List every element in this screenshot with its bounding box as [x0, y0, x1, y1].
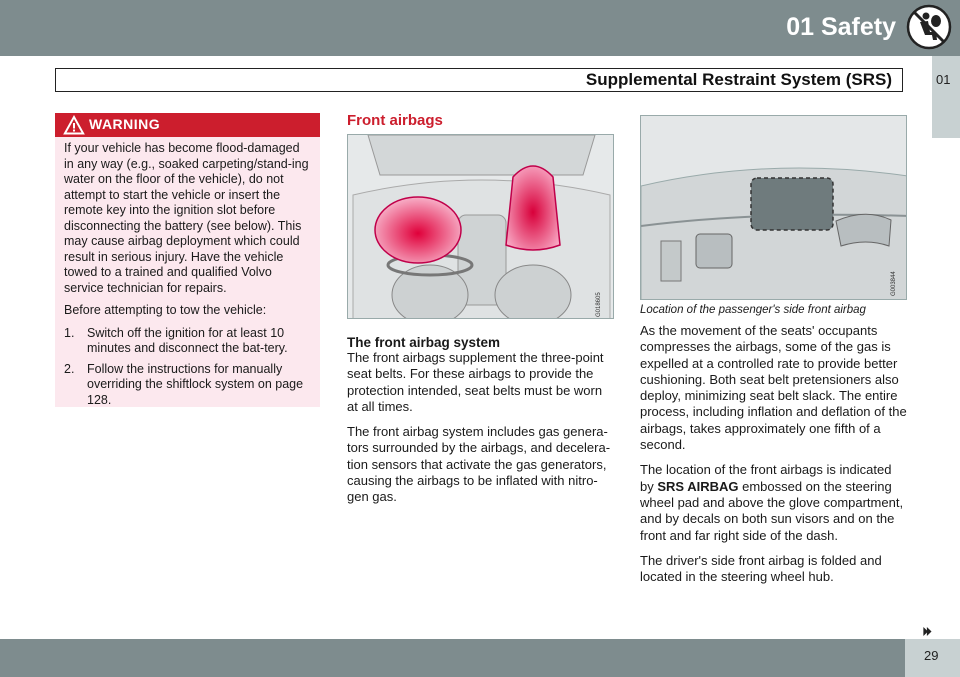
list-item	[64, 362, 310, 409]
warning-steps	[64, 326, 310, 409]
page-number: 29	[924, 648, 939, 663]
warning-body	[55, 137, 320, 407]
body-paragraph	[640, 462, 908, 543]
body-paragraph: The front airbag system includes gas genera-tors surrounded by the airbags, and decelera-tion sensors that activate the gas generators, causing the airbags to be inflated with nitro-gen gas.	[347, 424, 611, 505]
body-paragraph: The driver's side front airbag is folded and located in the steering wheel hub.	[640, 552, 882, 585]
front-airbag-system-heading: The front airbag system	[347, 335, 501, 350]
warning-label: WARNING	[89, 116, 161, 132]
section-title: Supplemental Restraint System (SRS)	[585, 70, 892, 89]
figure-caption: Location of the passenger's side front airbag	[640, 304, 866, 316]
chapter-side-tab[interactable]	[932, 56, 960, 138]
airbag-icon	[906, 4, 952, 50]
figure-code: G018605	[596, 292, 602, 317]
next-page-icon[interactable]: ⏵⏵	[922, 624, 929, 639]
chapter-title: 01 Safety	[786, 13, 896, 41]
car-interior-drawing	[348, 135, 614, 319]
front-airbags-heading: Front airbags	[347, 112, 443, 129]
front-airbags-illustration	[347, 134, 614, 319]
section-header	[55, 68, 903, 92]
step-number: 1.	[64, 325, 75, 340]
dashboard-airbag-illustration	[640, 115, 907, 300]
dashboard-drawing	[641, 116, 907, 300]
text-run: The location of the front airbags is indicated by	[640, 462, 892, 494]
warning-header	[55, 113, 320, 137]
step-text: Switch off the ignition for at least 10 minutes and disconnect the bat-tery.	[87, 325, 288, 355]
right-body-text	[640, 323, 908, 594]
middle-body-text	[347, 350, 615, 515]
step-text: Follow the instructions for manually overriding the shiftlock system on page 128.	[87, 361, 304, 407]
list-item	[64, 326, 310, 357]
text-run: embossed on the steering wheel pad and above the glove compartment, and by decals on both sun visors and on the front and far right side of the dash.	[640, 478, 904, 543]
srs-airbag-label: SRS AIRBAG	[657, 478, 739, 494]
side-tab-label: 01	[936, 72, 951, 87]
footer-bar	[0, 639, 960, 677]
warning-paragraph: If your vehicle has become flood-damaged in any way (e.g., soaked carpeting/stand-ing water on the floor of the vehicle), do not attempt to start the vehicle or insert the remote key into the ignition slot before disconnecting the battery (see below). This may cause airbag deployment which could result in serious injury. Have the vehicle towed to a trained and qualified Volvo service technician for repairs.	[64, 141, 309, 295]
warning-triangle-icon	[63, 115, 85, 135]
body-paragraph: As the movement of the seats' occupants compresses the airbags, some of the gas is expelled at a controlled rate to provide better cushioning. Both seat belt pretensioners also deploy, minimizing seat belt slack. The entire process, including inflation and deflation of the airbags, takes approximately one fifth of a second.	[640, 323, 907, 453]
figure-code: G003844	[891, 271, 897, 296]
step-number: 2.	[64, 361, 75, 376]
body-paragraph: The front airbags supplement the three-point seat belts. For these airbags to provide the protection intended, seat belts must be worn at all times.	[347, 350, 604, 414]
warning-paragraph: Before attempting to tow the vehicle:	[64, 303, 267, 317]
